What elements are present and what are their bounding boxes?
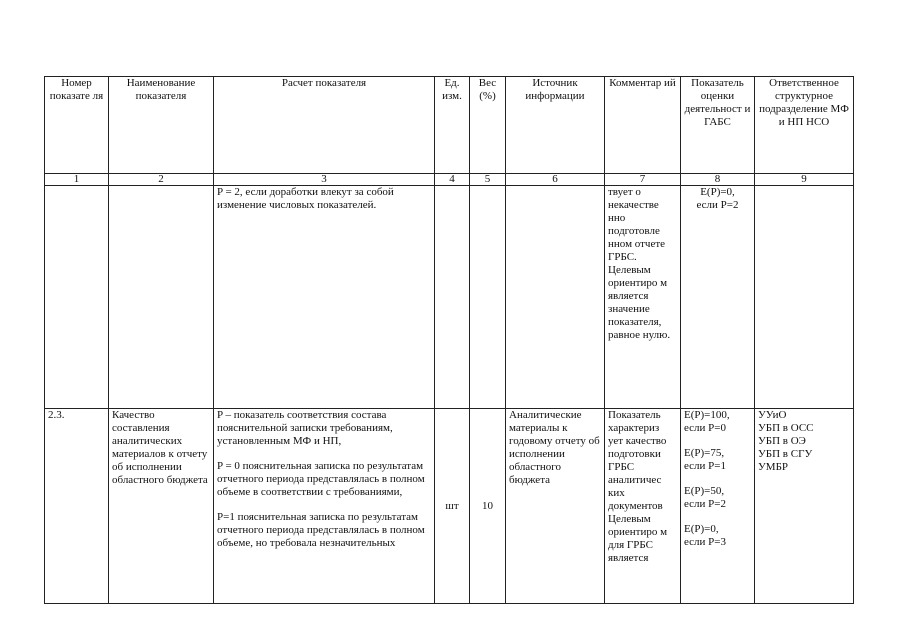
cell-calc <box>214 409 435 604</box>
header-unit: Ед. изм. <box>435 77 470 174</box>
responsible-unit: УМБР <box>758 461 789 473</box>
table-row-2-3 <box>45 409 854 604</box>
column-number: 2 <box>109 174 214 186</box>
continuation-row <box>45 186 854 409</box>
cell-source <box>506 186 605 409</box>
score-value: E(P)=0, <box>700 186 735 198</box>
calc-paragraph: P = 0 пояснительная записка по результатам отчетного периода представлялась в полном объеме в соответствии с требованиями, <box>217 460 425 498</box>
responsible-unit: УБП в СГУ <box>758 448 813 460</box>
column-number: 8 <box>681 174 755 186</box>
cell-weight: 10 <box>470 409 506 604</box>
column-number-row <box>45 174 854 186</box>
cell-score <box>681 409 755 604</box>
responsible-unit: УБП в ОЭ <box>758 435 806 447</box>
score-condition: если P=2 <box>696 199 739 211</box>
cell-unit: шт <box>435 409 470 604</box>
cell-name: Качество составления аналитических материалов к отчету об исполнении областного бюджета <box>109 409 214 604</box>
cell-number: 2.3. <box>45 409 109 604</box>
score-value: E(P)=50, <box>684 485 725 497</box>
responsible-unit: УБП в ОСС <box>758 422 814 434</box>
header-number: Номер показате ля <box>45 77 109 174</box>
responsible-unit: УУиО <box>758 409 787 421</box>
cell-weight <box>470 186 506 409</box>
cell-number <box>45 186 109 409</box>
indicators-table <box>44 76 854 604</box>
score-condition: если P=3 <box>684 536 726 548</box>
calc-paragraph: P – показатель соответствия состава пояснительной записки требованиям, установленным МФ и НП, <box>217 409 393 447</box>
calc-paragraph: P=1 пояснительная записка по результатам отчетного периода представлялась в полном объеме, но требовала незначительных <box>217 511 425 549</box>
score-value: E(P)=75, <box>684 447 725 459</box>
column-number: 4 <box>435 174 470 186</box>
cell-name <box>109 186 214 409</box>
cell-source: Аналитические материалы к годовому отчету об исполнении областного бюджета <box>506 409 605 604</box>
header-weight: Вес (%) <box>470 77 506 174</box>
score-condition: если P=2 <box>684 498 726 510</box>
cell-responsible <box>755 409 854 604</box>
column-number: 9 <box>755 174 854 186</box>
cell-score <box>681 186 755 409</box>
header-row <box>45 77 854 174</box>
column-number: 7 <box>605 174 681 186</box>
cell-comment: Показатель характериз ует качество подготовки ГРБС аналитичес ких документов Целевым ориентиро м для ГРБС является <box>605 409 681 604</box>
cell-calc: P = 2, если доработки влекут за собой изменение числовых показателей. <box>214 186 435 409</box>
header-score: Показатель оценки деятельност и ГАБС <box>681 77 755 174</box>
cell-unit <box>435 186 470 409</box>
cell-comment: твует о некачестве нно подготовле нном отчете ГРБС. Целевым ориентиро м является значение показателя, равное нулю. <box>605 186 681 409</box>
column-number: 6 <box>506 174 605 186</box>
header-source: Источник информации <box>506 77 605 174</box>
column-number: 5 <box>470 174 506 186</box>
score-value: E(P)=0, <box>684 523 719 535</box>
header-comment: Комментар ий <box>605 77 681 174</box>
header-responsible: Ответственное структурное подразделение МФ и НП НСО <box>755 77 854 174</box>
header-name: Наименование показателя <box>109 77 214 174</box>
cell-responsible <box>755 186 854 409</box>
column-number: 1 <box>45 174 109 186</box>
score-value: E(P)=100, <box>684 409 730 421</box>
score-condition: если P=0 <box>684 422 726 434</box>
header-calc: Расчет показателя <box>214 77 435 174</box>
score-condition: если P=1 <box>684 460 726 472</box>
column-number: 3 <box>214 174 435 186</box>
